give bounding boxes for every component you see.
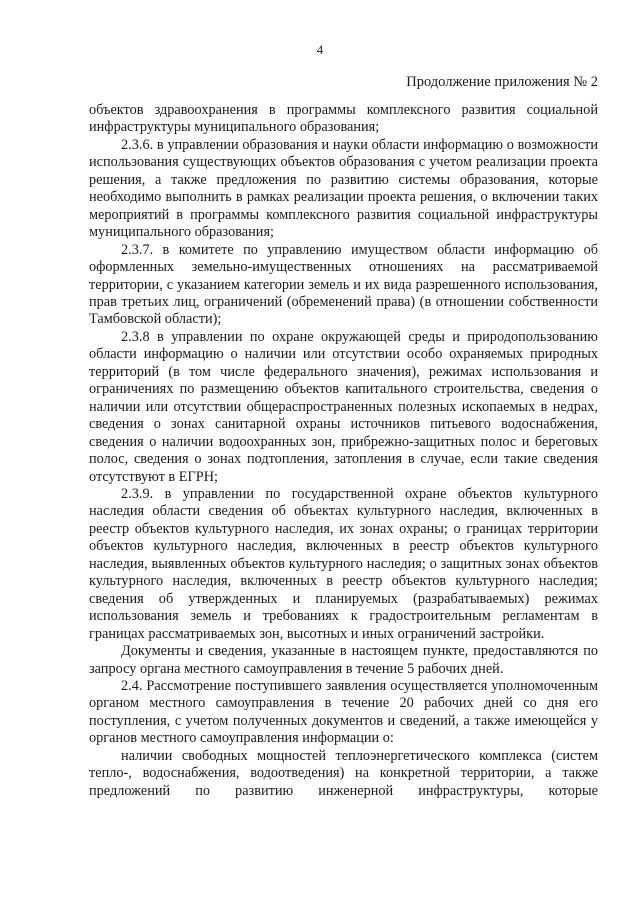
paragraph-documents-deadline: Документы и сведения, указанные в настоящем пункте, предоставляются по запросу органа местного самоуправления в течение 5 рабочих дней.: [89, 643, 598, 677]
appendix-continuation-note: Продолжение приложения № 2: [406, 74, 598, 90]
page-number: 4: [316, 42, 324, 57]
paragraph-2-3-8: 2.3.8 в управлении по охране окружающей среды и природопользованию области информацию о наличии или отсутствии особо охраняемых природных территорий (в том числе федерального значения), режимах использования и ограничениях по размещению объектов капитального строительства, сведения о наличии или отсутствии общераспространенных полезных ископаемых в недрах, сведения о зонах санитарной охраны источников питьевого водоснабжения, сведения о наличии водоохранных зон, прибрежно-защитных полос и береговых полос, сведения о зонах подтопления, затопления в случае, если такие сведения отсутствуют в ЕГРН;: [89, 328, 598, 485]
document-body: [89, 102, 598, 800]
paragraph-2-3-9: 2.3.9. в управлении по государственной охране объектов культурного наследия области сведения об объектах культурного наследия, включенных в реестр объектов культурного наследия, их зонах охраны; о границах территории объектов культурного наследия, включенных в реестр объектов культурного наследия, выявленных объектов культурного наследия; о защитных зонах объектов культурного наследия, включенных в реестр объектов культурного наследия; сведения об утвержденных и планируемых (разрабатываемых) режимах использования земель и требованиях к градостроительным регламентам в границах рассматриваемых зон, высотных и иных ограничений застройки.: [89, 485, 598, 642]
paragraph-2-3-6: 2.3.6. в управлении образования и науки области информацию о возможности использования существующих объектов образования с учетом реализации проекта решения, а также предложения по развитию системы образования, которые необходимо выполнить в рамках реализации проекта решения, о включении таких мероприятий в программы комплексного развития социальной инфраструктуры муниципального образования;: [89, 136, 598, 241]
paragraph-2-3-7: 2.3.7. в комитете по управлению имуществом области информацию об оформленных земельно-имущественных отношениях на рассматриваемой территории, с указанием категории земель и их вида разрешенного использования, прав третьих лиц, ограничений (обременений права) (в отношении собственности Тамбовской области);: [89, 241, 598, 328]
paragraph-free-capacity: наличии свободных мощностей теплоэнергетического комплекса (систем тепло-, водоснабжения, водоотведения) на конкретной территории, а также предложений по развитию инженерной инфраструктуры, которые: [89, 747, 598, 799]
paragraph-2-4: 2.4. Рассмотрение поступившего заявления осуществляется уполномоченным органом местного самоуправления в течение 20 рабочих дней со дня его поступления, с учетом полученных документов и сведений, а также имеющейся у органов местного самоуправления информации о:: [89, 677, 598, 747]
paragraph-health-objects: объектов здравоохранения в программы комплексного развития социальной инфраструктуры муниципального образования;: [89, 102, 598, 136]
